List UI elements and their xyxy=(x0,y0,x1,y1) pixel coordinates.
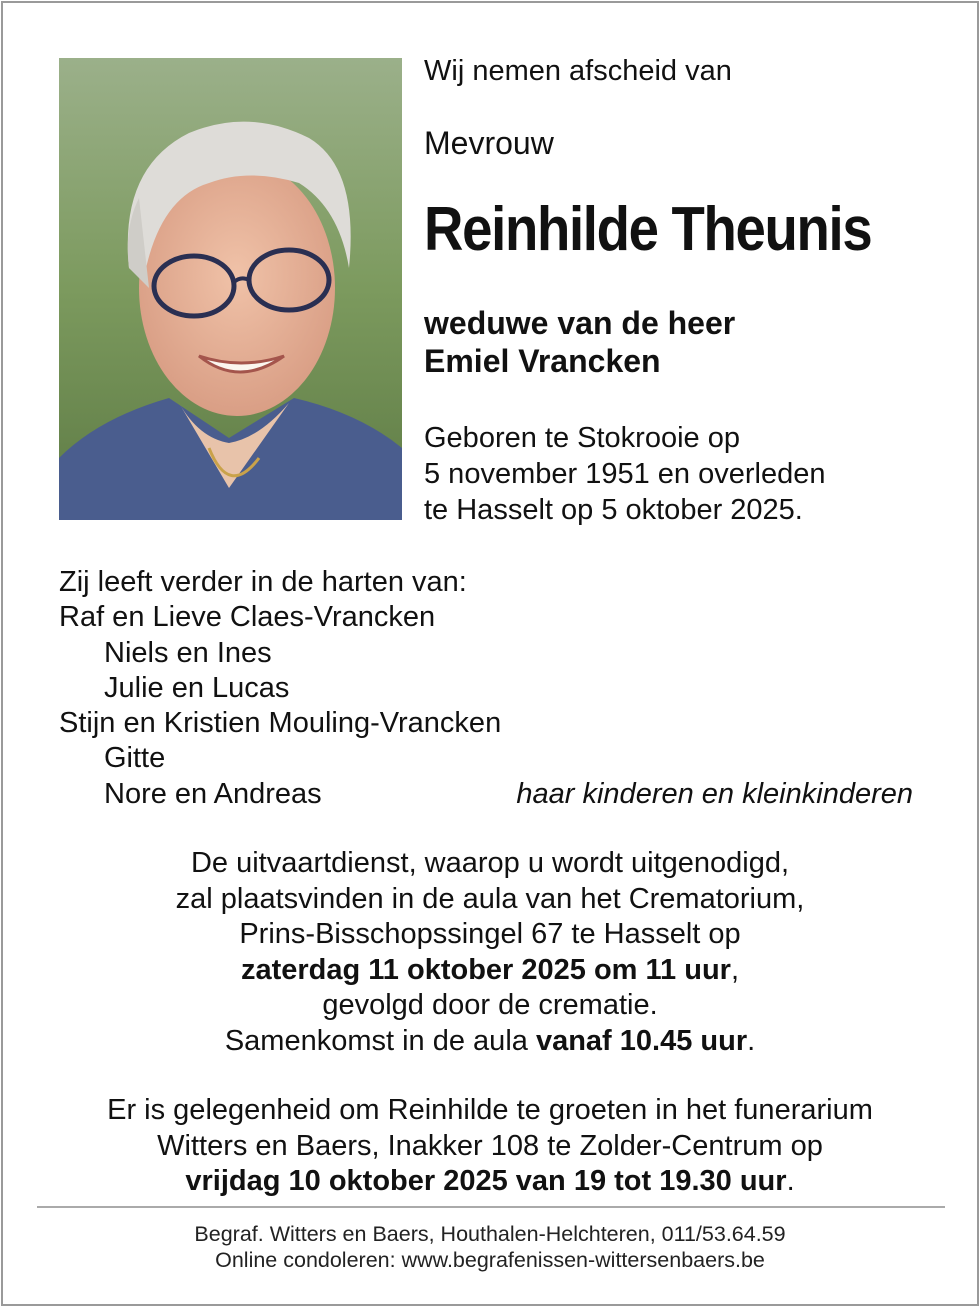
survivors-list xyxy=(59,565,919,812)
born-line: te Hasselt op 5 oktober 2025. xyxy=(424,494,803,526)
visit-line: Witters en Baers, Inakker 108 te Zolder-Centrum op xyxy=(157,1129,823,1162)
portrait-illustration xyxy=(59,58,402,520)
visit-date-line xyxy=(0,1164,980,1200)
survivor-line: Julie en Lucas xyxy=(104,671,290,704)
portrait-photo xyxy=(59,58,402,520)
born-line: Geboren te Stokrooie op xyxy=(424,422,740,454)
service-date: zaterdag 11 oktober 2025 om 11 uur xyxy=(240,953,731,986)
footer-divider xyxy=(37,1206,945,1208)
gathering-prefix: Samenkomst in de aula xyxy=(224,1024,536,1057)
survivors-heading: Zij leeft verder in de harten van: xyxy=(59,566,467,598)
widow-line: weduwe van de heer xyxy=(424,305,736,341)
born-line: 5 november 1951 en overleden xyxy=(424,458,826,490)
survivor-line: Stijn en Kristien Mouling-Vrancken xyxy=(59,707,502,740)
deceased-name: Reinhilde Theunis xyxy=(424,195,872,264)
service-announcement xyxy=(0,846,980,1060)
service-line: gevolgd door de crematie. xyxy=(322,989,658,1022)
online-condolences: Online condoleren: www.begrafenissen-wittersenbaers.be xyxy=(215,1248,765,1272)
salutation: Mevrouw xyxy=(424,125,554,161)
gathering-time: vanaf 10.45 uur xyxy=(535,1024,748,1057)
visit-line: Er is gelegenheid om Reinhilde te groeten in het funerarium xyxy=(107,1094,873,1126)
service-date-suffix: , xyxy=(730,953,740,986)
visitation-announcement xyxy=(0,1093,980,1200)
gathering-suffix: . xyxy=(747,1024,756,1057)
survivor-line: Niels en Ines xyxy=(104,636,272,669)
service-line: Prins-Bisschopssingel 67 te Hasselt op xyxy=(239,918,741,951)
service-date-line xyxy=(0,953,980,989)
visit-date-suffix: . xyxy=(786,1165,795,1198)
intro-text: Wij nemen afscheid van xyxy=(424,55,732,87)
spouse-name: Emiel Vrancken xyxy=(424,343,661,379)
service-line: De uitvaartdienst, waarop u wordt uitgenodigd, xyxy=(190,847,790,879)
birth-death-details xyxy=(424,420,944,528)
survivor-line: Nore en Andreas xyxy=(104,777,322,810)
funeral-home-contact: Begraf. Witters en Baers, Houthalen-Helchteren, 011/53.64.59 xyxy=(194,1222,786,1246)
survivor-line: Gitte xyxy=(104,742,166,775)
survivor-line: Raf en Lieve Claes-Vrancken xyxy=(59,601,436,634)
widow-of xyxy=(424,304,735,380)
relation-label: haar kinderen en kleinkinderen xyxy=(516,777,913,810)
service-line: zal plaatsvinden in de aula van het Crematorium, xyxy=(175,882,805,915)
survivor-line-last xyxy=(59,777,919,812)
footer xyxy=(0,1221,980,1273)
visit-date: vrijdag 10 oktober 2025 van 19 tot 19.30 uur xyxy=(185,1165,787,1198)
gathering-line xyxy=(0,1024,980,1060)
